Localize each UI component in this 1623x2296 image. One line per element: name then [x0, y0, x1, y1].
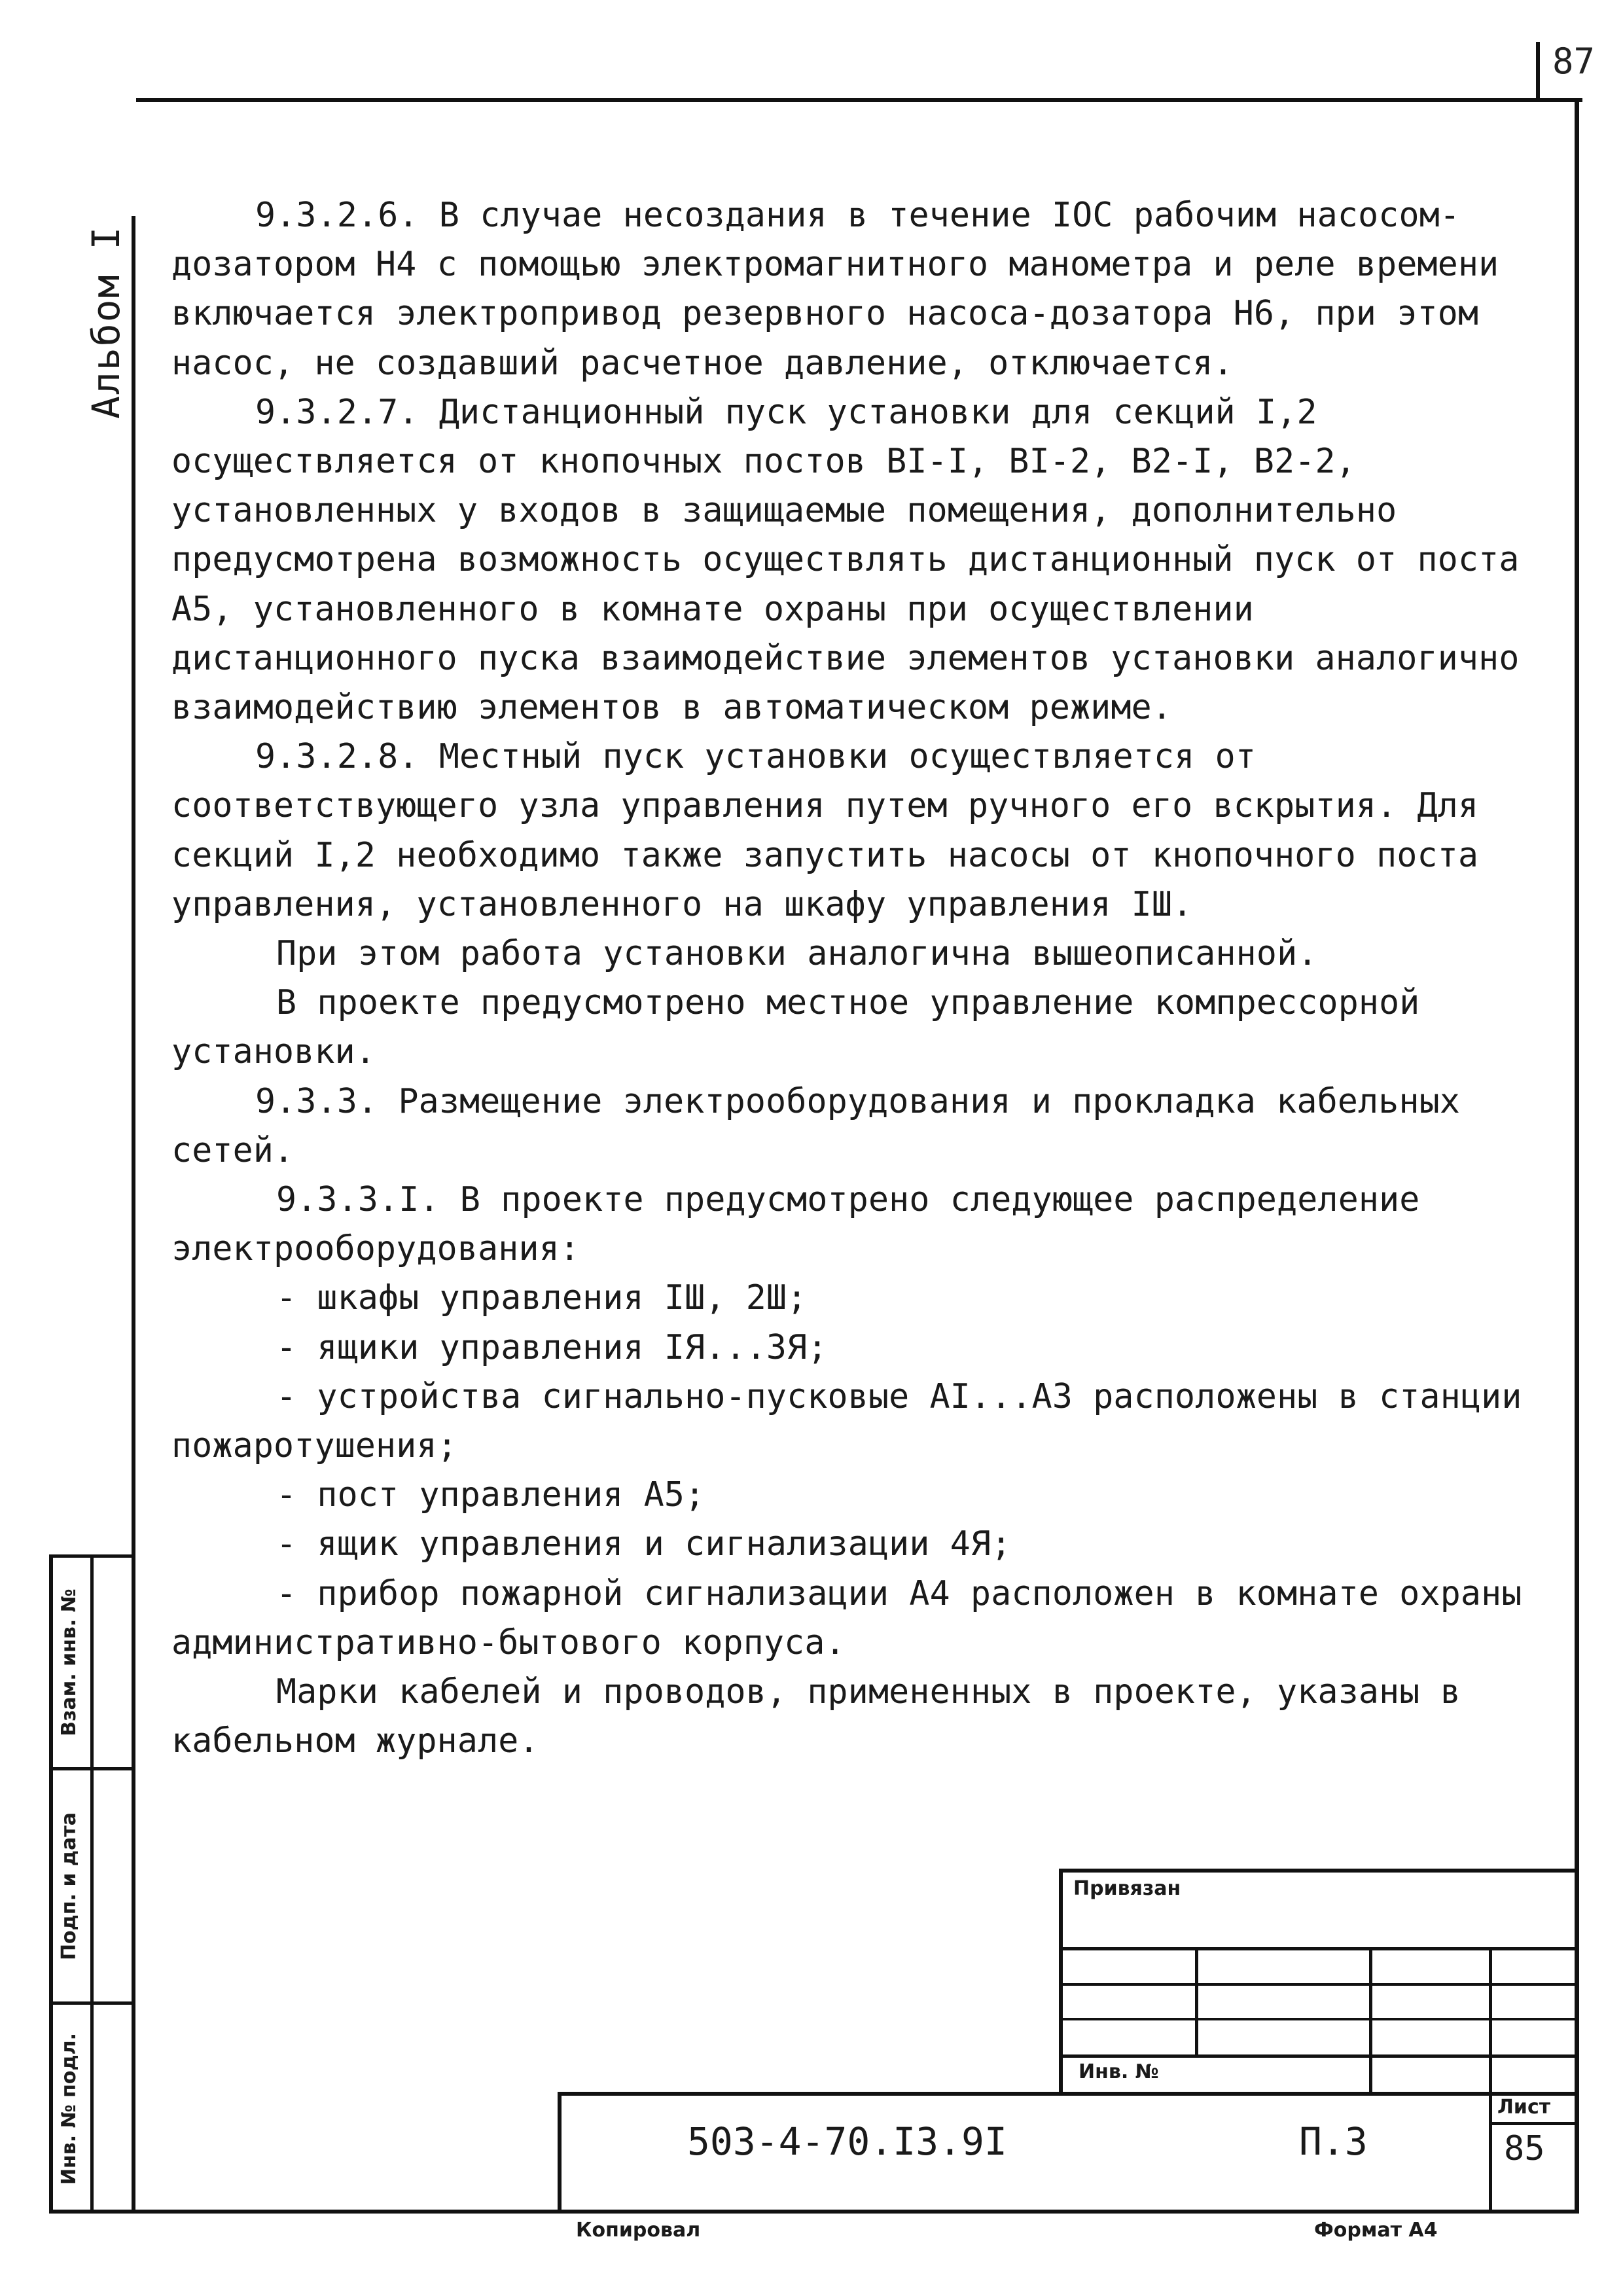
list-item: - шкафы управления IШ, 2Ш;: [276, 1278, 808, 1318]
tb-grid: [1059, 1947, 1579, 1950]
side-stamp-outer-left: [49, 1554, 53, 2214]
section-heading: 9.3.3. Размещение электрооборудования и прокладка кабельных сетей.: [171, 1081, 1461, 1170]
paragraph: При этом работа установки аналогична вышеописанной.: [276, 934, 1318, 974]
inv-no-label: Инв. №: [1079, 2060, 1159, 2083]
paragraph: 9.3.2.6. В случае несоздания в течение IOC рабочим насосом-дозатором Н4 с помощью электромагнитного манометра и реле времени включается электропривод резервного насоса-дозатора Н6, при этом насос, не создавший расчетное давление, отключается.: [171, 196, 1499, 383]
tb-left: [1059, 1869, 1063, 2094]
sheet-label: Лист: [1497, 2096, 1551, 2119]
tb-grid: [1059, 2054, 1579, 2058]
copied-label: Копировал: [576, 2219, 701, 2242]
paragraph: 9.3.3.I. В проекте предусмотрено следующее распределение электрооборудования:: [171, 1180, 1420, 1269]
format-label: Формат А4: [1314, 2219, 1438, 2242]
list-item: - пост управления А5;: [276, 1475, 705, 1515]
tb-grid: [1059, 2018, 1579, 2020]
side-stamp-inner-line: [90, 1554, 94, 2214]
side-stamp-top: [49, 1554, 135, 1558]
tb-col: [1489, 1947, 1492, 2094]
tb-grid: [1059, 1983, 1579, 1986]
page-number: 87: [1552, 41, 1596, 82]
tb-sheet-left: [1489, 2092, 1492, 2214]
frame-right: [1575, 98, 1579, 2214]
paragraph: 9.3.2.8. Местный пуск установки осуществляется от соответствующего узла управления путем ручного его вскрытия. Для секций I,2 необходимо также запустить насосы от кнопочного поста управления, установленного на шкафу управления IШ.: [171, 737, 1479, 924]
list-item: - ящики управления IЯ...3Я;: [276, 1327, 828, 1367]
frame-bottom: [49, 2210, 1579, 2214]
section-code: П.3: [1299, 2119, 1368, 2164]
document-designation: 503-4-70.I3.9I: [687, 2119, 1007, 2164]
tb-col: [1195, 1947, 1198, 2055]
side-stamp-divider: [49, 1767, 135, 1770]
tb-main-left: [558, 2092, 562, 2214]
privyazan-label: Привязан: [1073, 1877, 1181, 1900]
tb-sheet-divider: [1489, 2122, 1579, 2125]
album-label: Альбом I: [84, 225, 128, 419]
podp-data-label: Подп. и дата: [58, 1812, 80, 1961]
tb-col: [1369, 1947, 1372, 2094]
inv-podl-label: Инв. № подл.: [58, 2032, 80, 2185]
list-item: - прибор пожарной сигнализации А4 расположен в комнате охраны административно-бытового корпуса.: [171, 1573, 1522, 1662]
tb-main-top: [558, 2092, 1579, 2096]
sheet-number: 85: [1504, 2129, 1545, 2168]
frame-left: [132, 216, 135, 2214]
tb-top: [1059, 1869, 1579, 1873]
list-item: - ящик управления и сигнализации 4Я;: [276, 1524, 1012, 1564]
side-stamp-divider: [49, 2001, 135, 2005]
paragraph: В проекте предусмотрено местное управление компрессорной установки.: [171, 983, 1420, 1072]
vzam-inv-label: Взам. инв. №: [58, 1588, 80, 1736]
paragraph: 9.3.2.7. Дистанционный пуск установки для секций I,2 осуществляется от кнопочных постов BI-I, BI-2, B2-I, B2-2, установленных у входов в защищаемые помещения, дополнительно предусмотрена возможность осуществлять дистанционный пуск от поста А5, установленного в комнате охраны при осуществлении дистанционного пуска взаимодействие элементов установки аналогично взаимодействию элементов в автоматическом режиме.: [171, 392, 1520, 728]
body-text: [171, 191, 1539, 1767]
page-number-divider: [1536, 42, 1540, 102]
frame-top: [136, 98, 1582, 102]
list-item: - устройства сигнально-пусковые AI...A3 расположены в станции пожаротушения;: [171, 1376, 1522, 1466]
paragraph: Марки кабелей и проводов, примененных в проекте, указаны в кабельном журнале.: [171, 1672, 1461, 1761]
